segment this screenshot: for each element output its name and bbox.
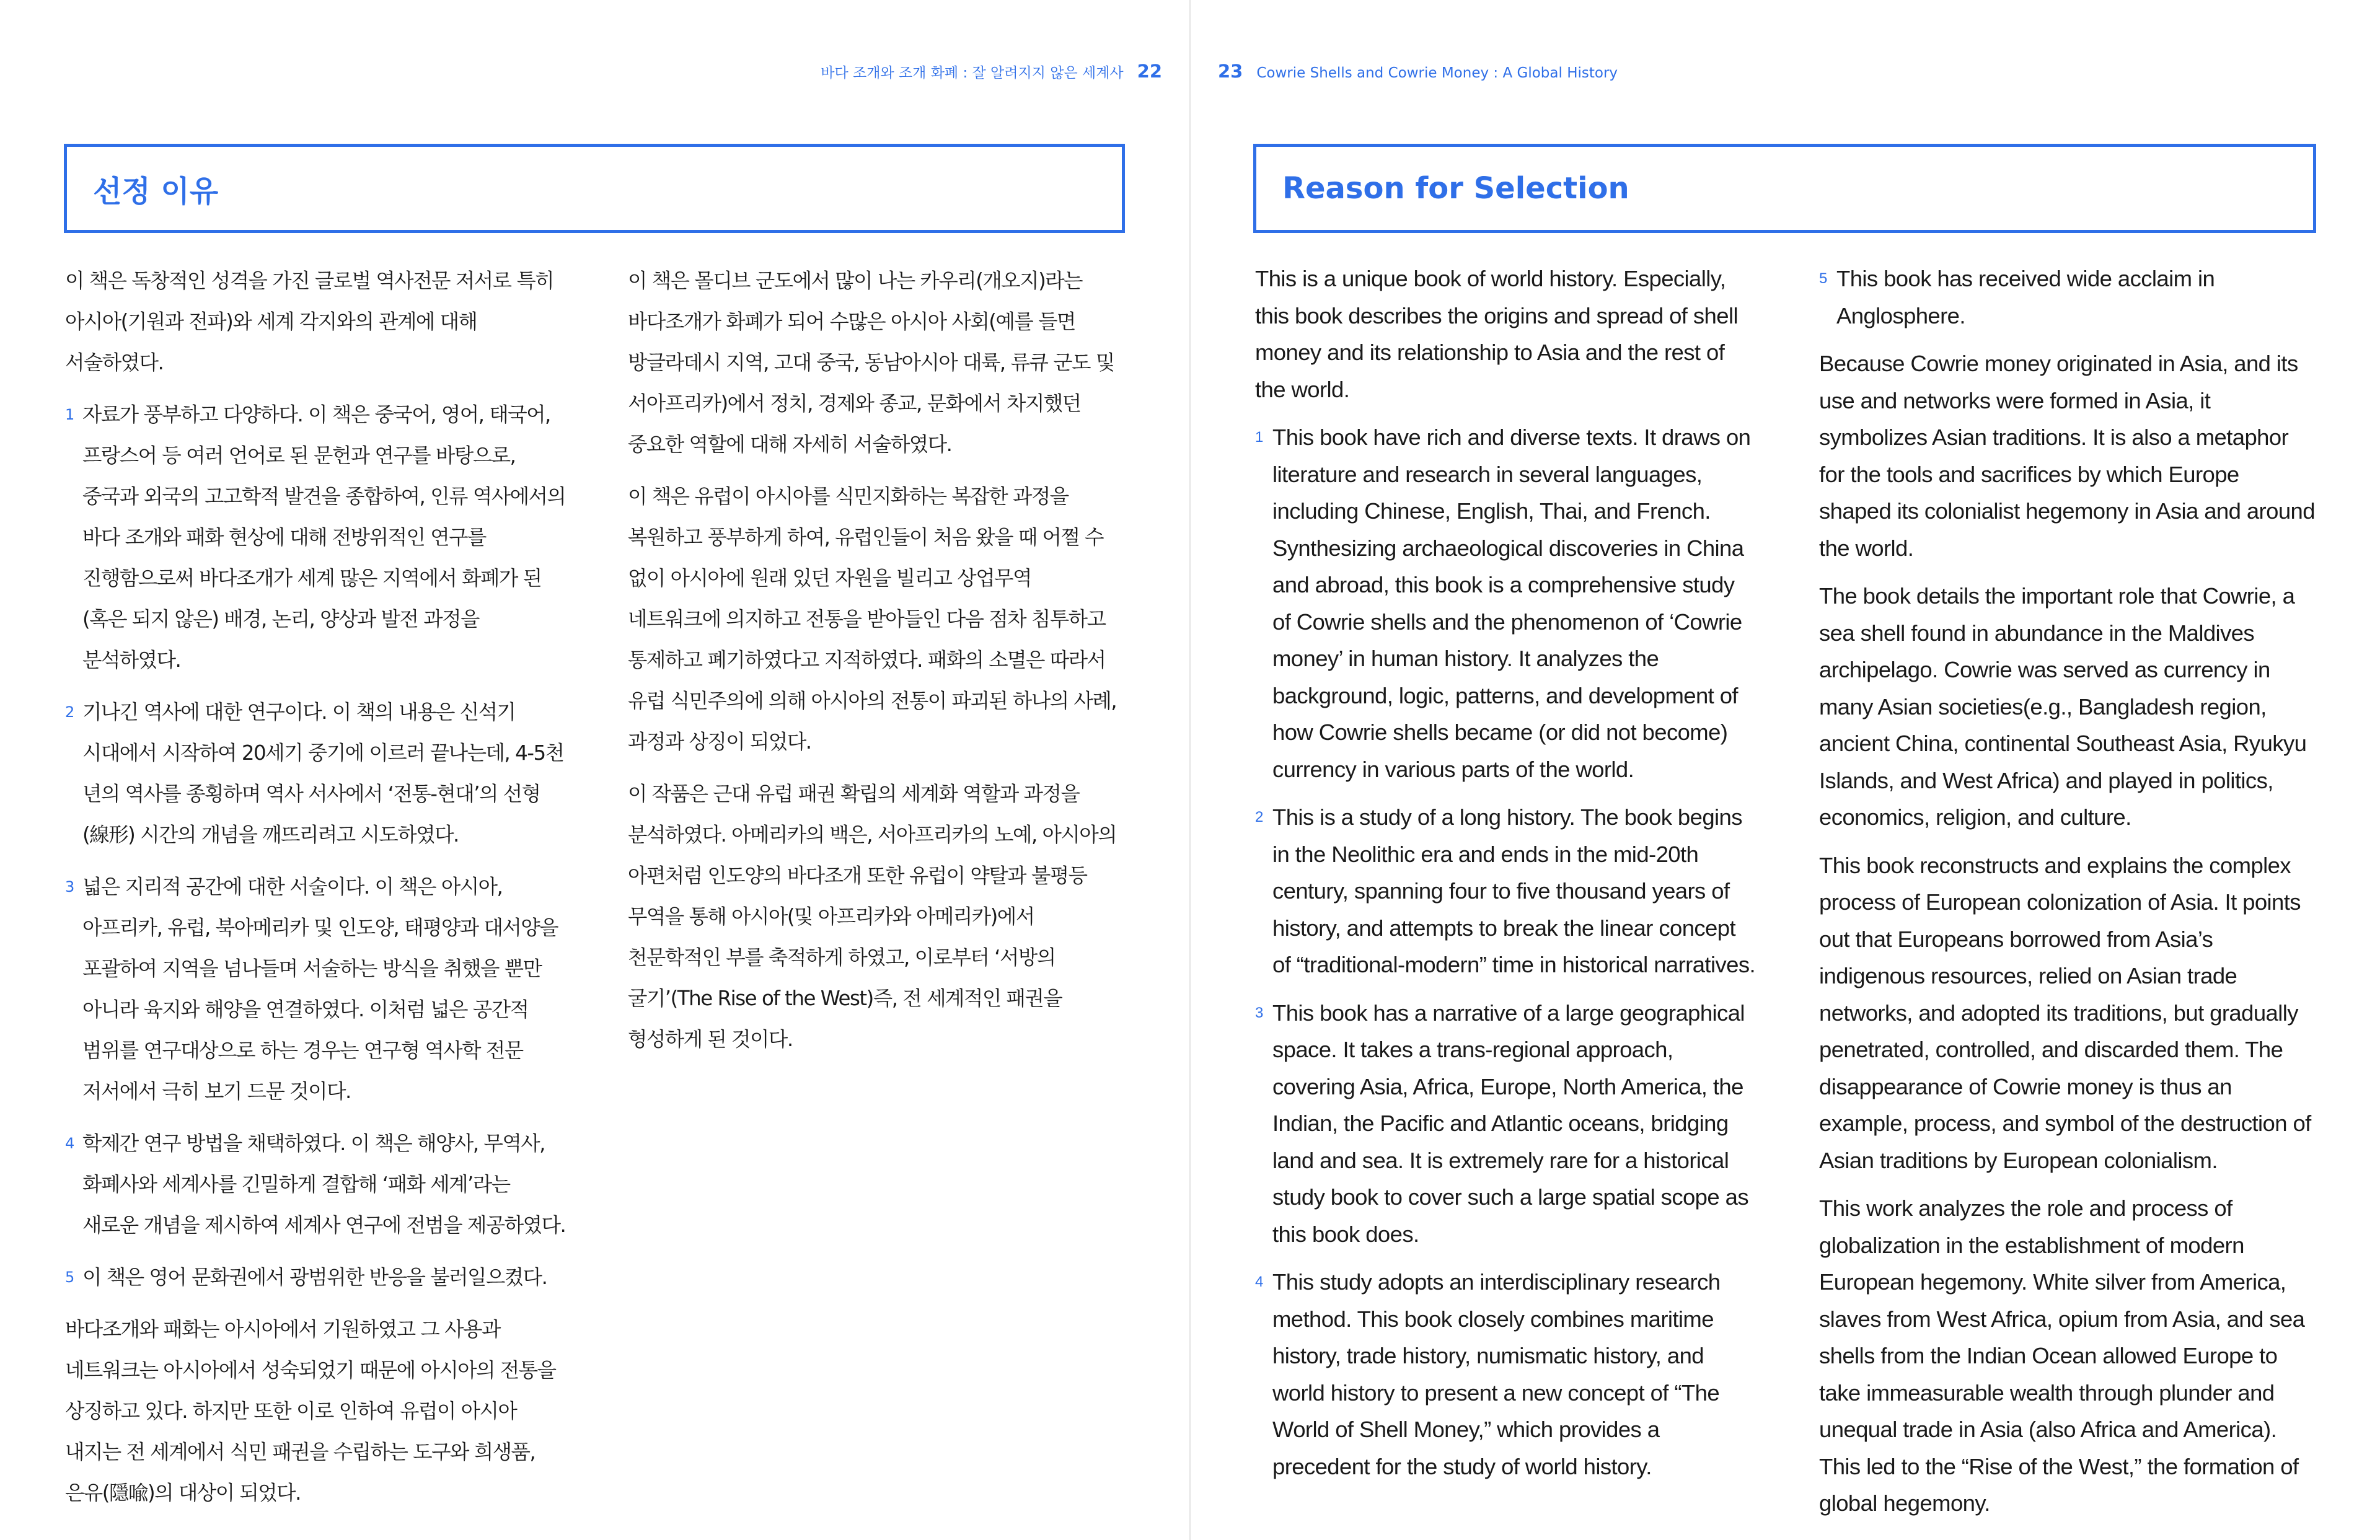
- item-number: 4: [65, 1135, 74, 1152]
- item-text: This book has a narrative of a large geographical space. It takes a trans-regional approach, covering Asia, Africa, Europe, North America, the Indian, the Pacific and Atlantic oceans, bridging land and sea. It is extremely rare for a historical study book to cover such a large spatial scope as this book does.: [1272, 1000, 1748, 1247]
- item-number: 5: [65, 1269, 74, 1286]
- korean-column-1: [65, 260, 567, 1525]
- korean-column-2: [628, 260, 1124, 1071]
- item-number: 4: [1255, 1274, 1263, 1290]
- item-text: 넓은 지리적 공간에 대한 서술이다. 이 책은 아시아, 아프리카, 유럽, 북아메리카 및 인도양, 태평양과 대서양을 포괄하여 지역을 넘나들며 서술하는 방식을 취했을 뿐만 아니라 육지와 해양을 연결하였다. 이처럼 넓은 공간적 범위를 연구대상으로 하는 경우는 연구형 역사학 전문 저서에서 극히 보기 드문 것이다.: [82, 875, 558, 1103]
- page-number: 22: [1137, 61, 1162, 82]
- item-number: 5: [1819, 270, 1827, 287]
- item-text: 기나긴 역사에 대한 연구이다. 이 책의 내용은 신석기 시대에서 시작하여 20세기 중기에 이르러 끝나는데, 4-5천 년의 역사를 종횡하며 역사 서사에서 ‘전통-현대’의 선형(線形) 시간의 개념을 깨뜨리려고 시도하였다.: [82, 700, 564, 847]
- item-text: This book has received wide acclaim in Anglosphere.: [1836, 266, 2215, 328]
- list-item: [65, 1123, 567, 1246]
- running-header-title: Cowrie Shells and Cowrie Money : A Global History: [1256, 65, 1618, 81]
- item-number: 2: [1255, 809, 1263, 825]
- running-header-title: 바다 조개와 조개 화폐 : 잘 알려지지 않은 세계사: [821, 65, 1124, 81]
- item-number: 3: [65, 878, 74, 895]
- item-text: This book have rich and diverse texts. It draws on literature and research in several languages, including Chinese, English, Thai, and French. Synthesizing archaeological discoveries in China and abroad, this book is a comprehensive study of Cowrie shells and the phenomenon of ‘Cowrie money’ in human history. It analyzes the background, logic, patterns, and development of how Cowrie shells became (or did not become) currency in various parts of the world.: [1272, 425, 1751, 782]
- item-text: 학제간 연구 방법을 채택하였다. 이 책은 해양사, 무역사, 화폐사와 세계사를 긴밀하게 결합해 ‘패화 세계’라는 새로운 개념을 제시하여 세계사 연구에 전범을 제공하였다.: [82, 1132, 566, 1237]
- item-text: 자료가 풍부하고 다양하다. 이 책은 중국어, 영어, 태국어, 프랑스어 등 여러 언어로 된 문헌과 연구를 바탕으로, 중국과 외국의 고고학적 발견을 종합하여, 인류 역사에서의 바다 조개와 패화 현상에 대해 전방위적인 연구를 진행함으로써 바다조개가 세계 많은 지역에서 화폐가 된(혹은 되지 않은) 배경, 논리, 양상과 발전 과정을 분석하였다.: [82, 403, 566, 672]
- item-number: 1: [1255, 429, 1263, 446]
- body-paragraph: 이 책은 몰디브 군도에서 많이 나는 카우리(개오지)라는 바다조개가 화폐가 되어 수많은 아시아 사회(예를 들면 방글라데시 지역, 고대 중국, 동남아시아 대륙, 류큐 군도 및 서아프리카)에서 정치, 경제와 종교, 문화에서 차지했던 중요한 역할에 대해 자세히 서술하였다.: [628, 269, 1114, 456]
- list-item: [1255, 419, 1757, 788]
- list-item: [1819, 260, 2315, 334]
- item-number: 2: [65, 703, 74, 721]
- body-paragraph: Because Cowrie money originated in Asia, and its use and networks were formed in Asia, it symbolizes Asian traditions. It is also a metaphor for the tools and sacrifices by which Europe shaped its colonialist hegemony in Asia and around the world.: [1819, 351, 2315, 561]
- intro-paragraph: This is a unique book of world history. Especially, this book describes the origins and spread of shell money and its relationship to Asia and the rest of the world.: [1255, 266, 1738, 402]
- body-paragraph: This book reconstructs and explains the complex process of European colonization of Asia. It points out that Europeans borrowed from Asia’s indigenous resources, relied on Asian trade networks, and adopted its traditions, but gradually penetrated, controlled, and discarded them. The disappearance of Cowrie money is thus an example, process, and symbol of the destruction of Asian traditions by European colonialism.: [1819, 852, 2311, 1173]
- list-item: [1255, 995, 1757, 1253]
- section-title: 선정 이유: [93, 174, 219, 209]
- body-paragraph: The book details the important role that Cowrie, a sea shell found in abundance in the Maldives archipelago. Cowrie was served as currency in many Asian societies(e.g., Bangladesh region, ancient China, continental Southeast Asia, Ryukyu Islands, and West Africa) and played in politics, economics, religion, and culture.: [1819, 583, 2307, 830]
- list-item: [65, 1257, 567, 1298]
- intro-paragraph: 이 책은 독창적인 성격을 가진 글로벌 역사전문 저서로 특히 아시아(기원과 전파)와 세계 각지와의 관계에 대해 서술하였다.: [65, 269, 554, 374]
- list-item: [65, 692, 567, 855]
- body-paragraph: 이 작품은 근대 유럽 패권 확립의 세계화 역할과 과정을 분석하였다. 아메리카의 백은, 서아프리카의 노예, 아시아의 아편처럼 인도양의 바다조개 또한 유럽이 약탈과 불평등 무역을 통해 아시아(및 아프리카와 아메리카)에서 천문학적인 부를 축적하게 하였고, 이로부터 ‘서방의 굴기’(The Rise of the West)즉, 전 세계적인 패권을 형성하게 된 것이다.: [628, 782, 1117, 1051]
- list-item: [65, 866, 567, 1112]
- section-title-box-korean: [64, 144, 1125, 233]
- page-spine: [1189, 0, 1191, 1540]
- body-paragraph: 이 책은 유럽이 아시아를 식민지화하는 복잡한 과정을 복원하고 풍부하게 하여, 유럽인들이 처음 왔을 때 어쩔 수 없이 아시아에 원래 있던 자원을 빌리고 상업무역 네트워크에 의지하고 전통을 받아들인 다음 점차 침투하고 통제하고 폐기하였다고 지적하였다. 패화의 소멸은 따라서 유럽 식민주의에 의해 아시아의 전통이 파괴된 하나의 사례, 과정과 상징이 되었다.: [628, 485, 1117, 754]
- running-header-right: [1218, 61, 1618, 82]
- list-item: [1255, 1264, 1757, 1485]
- item-text: This study adopts an interdisciplinary research method. This book closely combines maritime history, trade history, numismatic history, and world history to present a new concept of “The World of Shell Money,” which provides a precedent for the study of world history.: [1272, 1269, 1721, 1479]
- outro-paragraph: 바다조개와 패화는 아시아에서 기원하였고 그 사용과 네트워크는 아시아에서 성숙되었기 때문에 아시아의 전통을 상징하고 있다. 하지만 또한 이로 인하여 유럽이 아시아 내지는 전 세계에서 식민 패권을 수립하는 도구와 희생품, 은유(隱喩)의 대상이 되었다.: [65, 1318, 556, 1505]
- section-title-box-english: [1253, 144, 2316, 233]
- page-number: 23: [1218, 61, 1243, 82]
- item-text: This is a study of a long history. The book begins in the Neolithic era and ends in the mid-20th century, spanning four to five thousand years of history, and attempts to break the linear concept of “traditional-modern” time in historical narratives.: [1272, 804, 1756, 977]
- section-title: Reason for Selection: [1282, 171, 1629, 206]
- list-item: [65, 394, 567, 680]
- body-paragraph: This work analyzes the role and process of globalization in the establishment of modern European hegemony. White silver from America, slaves from West Africa, opium from Asia, and sea shells from the Indian Ocean allowed Europe to take immeasurable wealth through plunder and unequal trade in Asia (also Africa and America). This led to the “Rise of the West,” the formation of global hegemony.: [1819, 1195, 2305, 1516]
- item-text: 이 책은 영어 문화권에서 광범위한 반응을 불러일으켰다.: [82, 1265, 547, 1289]
- list-item: [1255, 799, 1757, 983]
- english-column-2: [1819, 260, 2315, 1533]
- running-header-left: [821, 61, 1162, 82]
- english-column-1: [1255, 260, 1757, 1496]
- item-number: 1: [65, 406, 74, 423]
- item-number: 3: [1255, 1004, 1263, 1021]
